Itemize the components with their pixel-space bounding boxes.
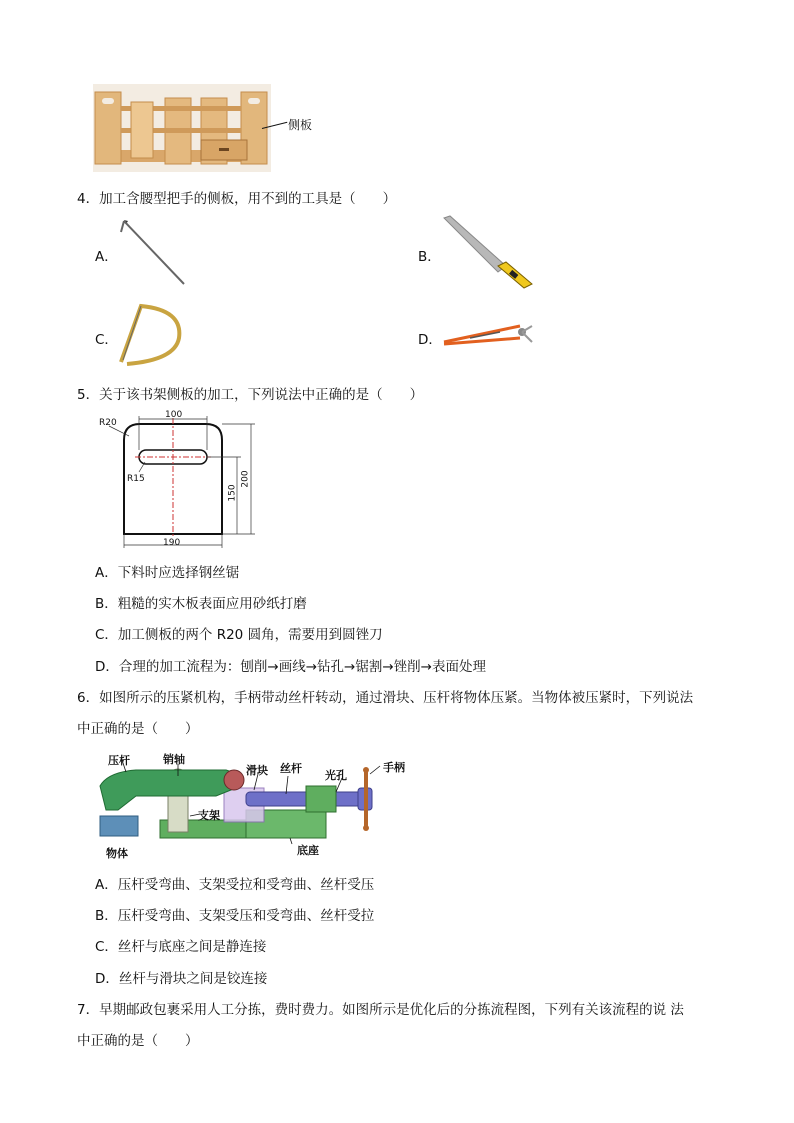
q5-option-a: A．下料时应选择钢丝锯 <box>95 565 240 581</box>
q4-option-a-label: A． <box>95 249 118 265</box>
q4-option-d-label: D． <box>418 332 442 348</box>
dim-200: 200 <box>240 470 251 488</box>
q4-option-b-label: B． <box>418 249 441 265</box>
q6-stem-line1: 6．如图所示的压紧机构，手柄带动丝杆转动，通过滑块、压杆将物体压紧。当物体被压紧时，下列说法 <box>77 690 694 706</box>
dim-r20: R20 <box>99 418 117 428</box>
q6-option-a: A．压杆受弯曲、支架受拉和受弯曲、丝杆受压 <box>95 877 375 893</box>
q6-option-b: B．压杆受弯曲、支架受压和受弯曲、丝杆受拉 <box>95 908 375 924</box>
q4-option-c-label: C． <box>95 332 118 348</box>
q5-stem: 5．关于该书架侧板的加工，下列说法中正确的是（ ） <box>77 387 424 403</box>
q6-option-d: D．丝杆与滑块之间是铰连接 <box>95 971 268 987</box>
side-panel-drawing <box>95 406 265 552</box>
label-yagan: 压杆 <box>108 754 130 767</box>
label-huakuai: 滑块 <box>246 764 268 777</box>
coping-saw-image <box>117 302 189 368</box>
q5-option-b: B．粗糙的实木板表面应用砂纸打磨 <box>95 596 307 612</box>
label-dizuo: 底座 <box>297 844 319 857</box>
q7-stem-line1: 7．早期邮政包裹采用人工分拣，费时费力。如图所示是优化后的分拣流程图，下列有关该流程的说 法 <box>77 1002 684 1018</box>
bookshelf-image <box>93 84 271 172</box>
label-xiaozhou: 销轴 <box>163 753 185 766</box>
dim-r15: R15 <box>127 474 145 484</box>
compass-tool-image <box>440 318 536 350</box>
q4-stem: 4．加工含腰型把手的侧板，用不到的工具是（ ） <box>77 191 397 207</box>
q7-stem-line2: 中正确的是（ ） <box>77 1033 199 1049</box>
q6-option-c: C．丝杆与底座之间是静连接 <box>95 939 267 955</box>
file-tool-image <box>440 214 538 290</box>
q5-option-d: D．合理的加工流程为：刨削→画线→钻孔→锯割→锉削→表面处理 <box>95 659 486 675</box>
awl-tool-image <box>118 218 188 286</box>
dim-100: 100 <box>165 410 183 420</box>
q5-option-c: C．加工侧板的两个 R20 圆角，需要用到圆锉刀 <box>95 627 383 643</box>
label-sigan: 丝杆 <box>280 762 302 775</box>
side-panel-label: 侧板 <box>288 118 313 132</box>
label-guangkong: 光孔 <box>325 769 347 782</box>
label-zhijia: 支架 <box>198 809 220 822</box>
q6-stem-line2: 中正确的是（ ） <box>77 721 199 737</box>
label-shoubing: 手柄 <box>383 761 405 774</box>
dim-150: 150 <box>227 484 238 502</box>
label-wuti: 物体 <box>106 847 128 860</box>
dim-190: 190 <box>163 538 181 548</box>
